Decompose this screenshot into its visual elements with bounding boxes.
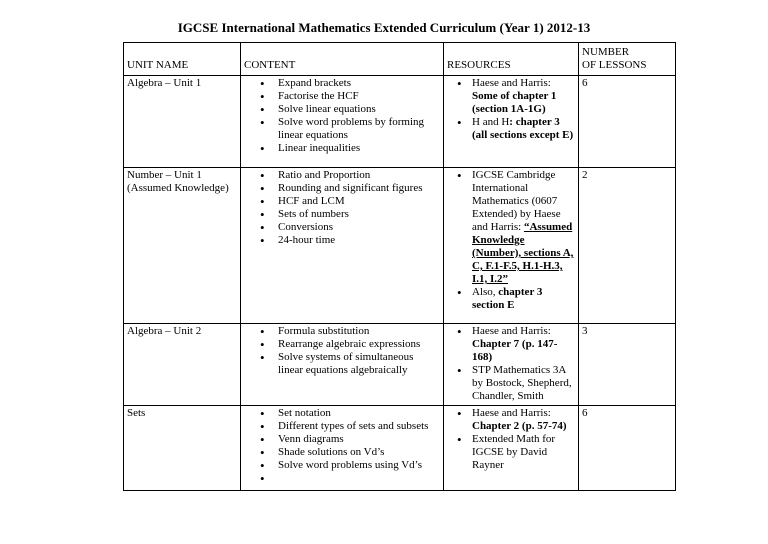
resource-item: • STP Mathematics 3A by Bostock, Shepherd, Chandler, Smith	[447, 364, 575, 403]
document-title: IGCSE International Mathematics Extended Curriculum (Year 1) 2012-13	[177, 20, 591, 35]
curriculum-table	[123, 42, 676, 491]
content-cell	[241, 76, 444, 168]
content-item: • Different types of sets and subsets	[260, 420, 440, 433]
resource-item: • Also, chapter 3 section E	[447, 286, 575, 312]
content-item-empty	[260, 472, 440, 485]
resource-item: • H and H: chapter 3 (all sections except E)	[447, 116, 575, 142]
resource-item: • Haese and Harris: Chapter 2 (p. 57-74)	[447, 407, 575, 433]
table-row	[124, 324, 676, 406]
header-lessons-line1: NUMBER	[582, 46, 630, 58]
table-row	[124, 76, 676, 168]
content-item: • Conversions	[260, 221, 440, 234]
table-row	[124, 406, 676, 491]
header-resources: RESOURCES	[444, 43, 579, 76]
content-cell	[241, 324, 444, 406]
content-item: • Rearrange algebraic expressions	[260, 338, 440, 351]
content-item: • Rounding and significant figures	[260, 182, 440, 195]
resources-cell	[444, 76, 579, 168]
resource-item: • Haese and Harris: Chapter 7 (p. 147-168)	[447, 325, 575, 364]
header-lessons	[579, 43, 676, 76]
unit-cell: Number – Unit 1 (Assumed Knowledge)	[124, 168, 241, 324]
header-unit-name: UNIT NAME	[124, 43, 241, 76]
lessons-cell: 3	[579, 324, 676, 406]
resources-cell	[444, 324, 579, 406]
resource-item: • Extended Math for IGCSE by David Rayner	[447, 433, 575, 472]
content-item: • Shade solutions on Vd’s	[260, 446, 440, 459]
content-item: • Solve word problems by forming linear equations	[260, 116, 440, 142]
lessons-cell: 6	[579, 406, 676, 491]
table-row	[124, 168, 676, 324]
content-item: • Factorise the HCF	[260, 90, 440, 103]
content-item: • Solve linear equations	[260, 103, 440, 116]
unit-cell: Algebra – Unit 2	[124, 324, 241, 406]
unit-cell: Sets	[124, 406, 241, 491]
header-content: CONTENT	[241, 43, 444, 76]
content-item: • Linear inequalities	[260, 142, 440, 155]
content-item: • Venn diagrams	[260, 433, 440, 446]
content-cell	[241, 168, 444, 324]
header-lessons-line2: OF LESSONS	[582, 59, 647, 71]
lessons-cell: 2	[579, 168, 676, 324]
content-item: • Formula substitution	[260, 325, 440, 338]
content-item: • Solve word problems using Vd’s	[260, 459, 440, 472]
content-cell	[241, 406, 444, 491]
content-item: • HCF and LCM	[260, 195, 440, 208]
content-item: • Set notation	[260, 407, 440, 420]
content-item: • Ratio and Proportion	[260, 169, 440, 182]
content-item: • Sets of numbers	[260, 208, 440, 221]
resource-item: • IGCSE Cambridge International Mathematics (0607 Extended) by Haese and Harris: “Assumed Knowledge (Number), sections A, C, F.1-F.5, H.1-H.3, I.1, I.2”	[447, 169, 575, 286]
content-item: • Solve systems of simultaneous linear equations algebraically	[260, 351, 440, 377]
content-item: • 24-hour time	[260, 234, 440, 247]
content-item: • Expand brackets	[260, 77, 440, 90]
resources-cell	[444, 406, 579, 491]
unit-cell: Algebra – Unit 1	[124, 76, 241, 168]
resources-cell	[444, 168, 579, 324]
lessons-cell: 6	[579, 76, 676, 168]
resource-item: • Haese and Harris: Some of chapter 1 (section 1A-1G)	[447, 77, 575, 116]
table-header-row	[124, 43, 676, 76]
